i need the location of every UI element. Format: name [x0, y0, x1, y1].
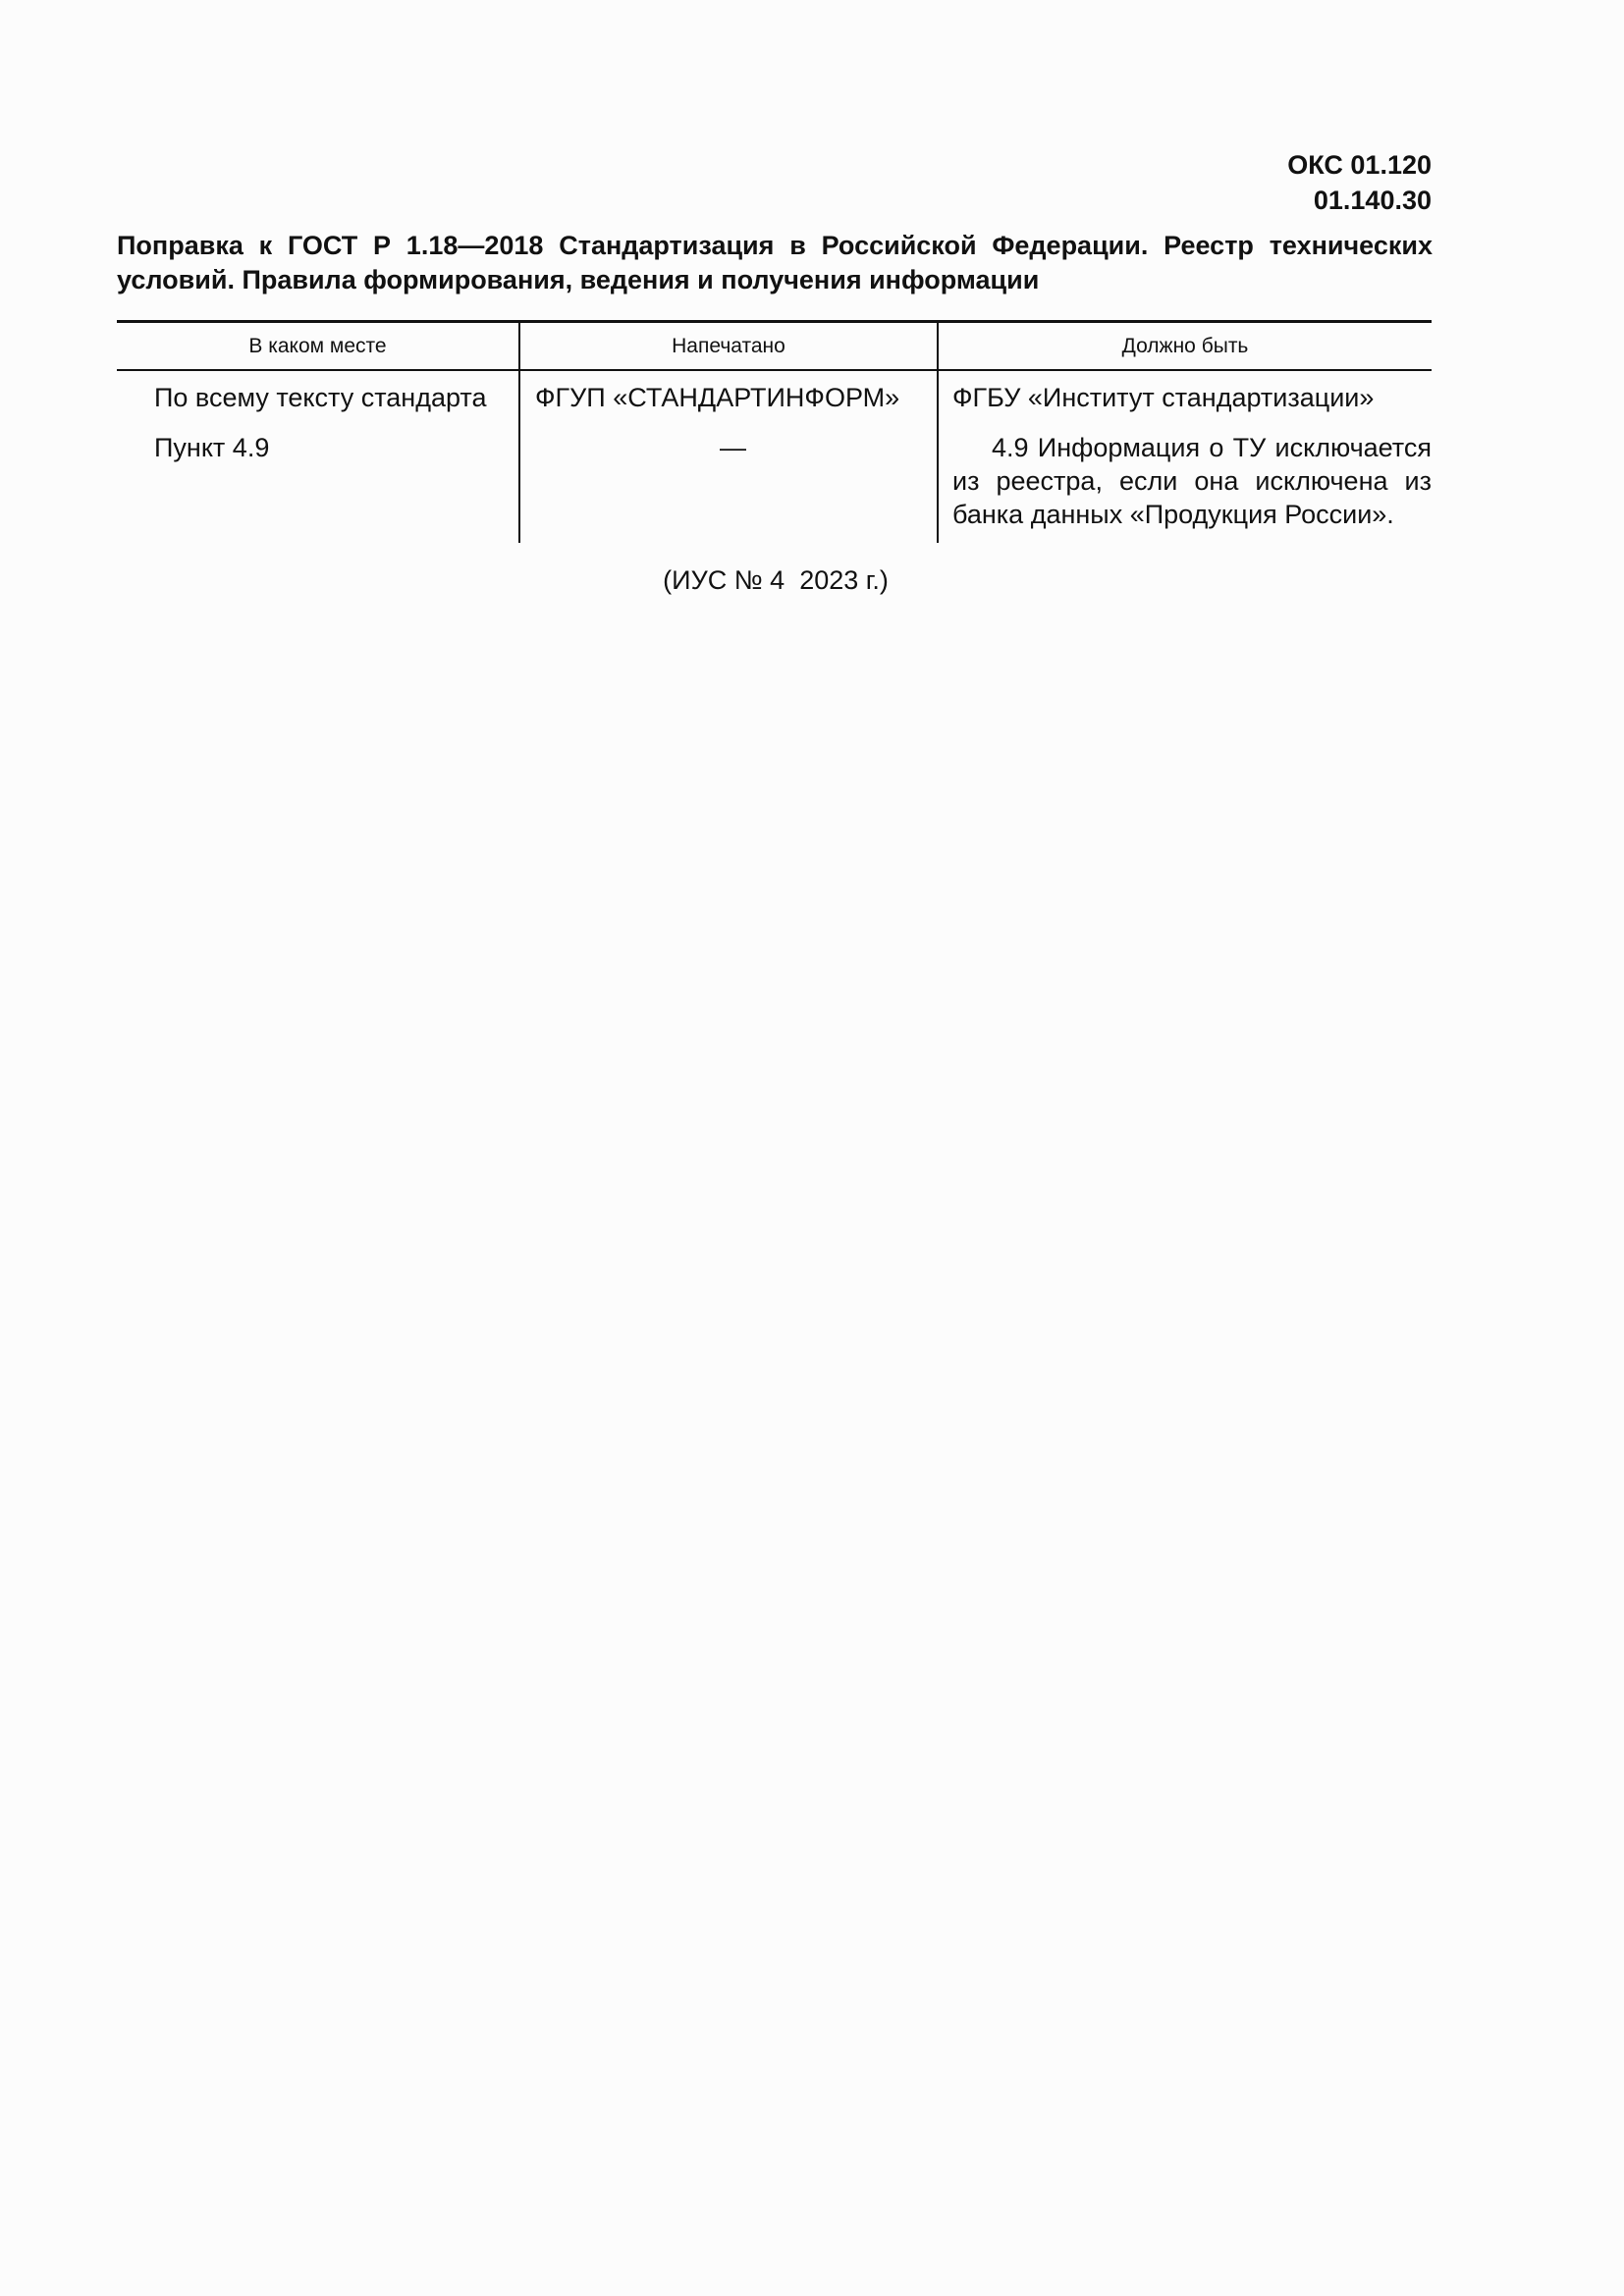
- row-1-printed: ФГУП «СТАНДАРТИНФОРМ»: [535, 383, 900, 412]
- row-2-place: Пункт 4.9: [154, 433, 270, 462]
- table-header-row: [117, 323, 1432, 371]
- column-printed: [518, 371, 937, 543]
- oks-code-2: 01.140.30: [1313, 186, 1432, 215]
- oks-code-1: ОКС 01.120: [1287, 150, 1432, 180]
- row-2-printed: —: [720, 433, 746, 462]
- column-place: [117, 371, 518, 543]
- header-place: В каком месте: [248, 334, 387, 357]
- amendment-title: Поправка к ГОСТ Р 1.18—2018 Стандартизация в Российской Федерации. Реестр технических условий. Правила формирования, ведения и получения информации: [117, 231, 1433, 294]
- amendment-table: [117, 320, 1432, 543]
- row-1-should-be: ФГБУ «Институт стандартизации»: [952, 383, 1375, 412]
- header-should-be: Должно быть: [937, 323, 1432, 369]
- row-2-should-be: 4.9 Информация о ТУ исключается из реестра, если она исключена из банка данных «Продукция России».: [952, 433, 1432, 529]
- ius-reference: (ИУС № 4 2023 г.): [663, 565, 889, 595]
- row-1-place: По всему тексту стандарта: [154, 383, 487, 412]
- column-should-be: [937, 371, 1432, 543]
- header-printed: Напечатано: [518, 323, 937, 369]
- table-body: [117, 371, 1432, 543]
- classification-codes: [1287, 147, 1432, 218]
